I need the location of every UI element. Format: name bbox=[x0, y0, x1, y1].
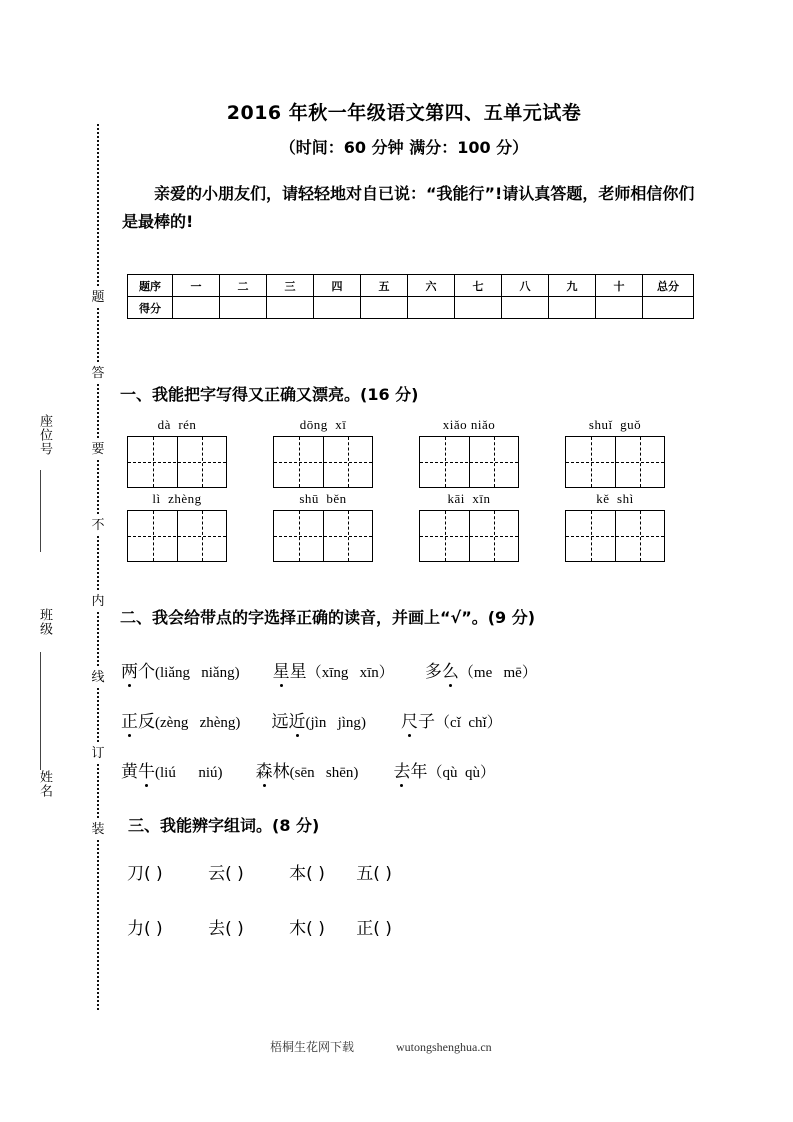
choice-option-2[interactable]: chǐ bbox=[468, 715, 487, 731]
choice-item-5[interactable] bbox=[272, 707, 366, 732]
writing-grid-row-2 bbox=[118, 490, 718, 570]
score-cell-total[interactable] bbox=[643, 297, 694, 319]
pinyin-label-3: xiǎo niǎo bbox=[442, 417, 496, 432]
writing-grid-item-4[interactable] bbox=[565, 416, 665, 488]
score-table-header-10: 十 bbox=[596, 275, 643, 297]
pinyin-label-2: dōng xī bbox=[299, 417, 347, 432]
score-table-row-label-1: 题序 bbox=[128, 275, 173, 297]
choice-option-1[interactable]: cǐ bbox=[450, 715, 461, 731]
binding-dotted-line bbox=[97, 124, 99, 1010]
tian-zi-grid-2[interactable] bbox=[273, 436, 373, 488]
tian-zi-grid-6[interactable] bbox=[273, 510, 373, 562]
binding-margin bbox=[0, 0, 118, 1122]
word-item-3[interactable]: 本( ) bbox=[289, 864, 325, 884]
pinyin-label-4: shuǐ guǒ bbox=[588, 417, 642, 432]
dotted-char: 星 bbox=[273, 657, 290, 682]
score-cell-1[interactable] bbox=[173, 297, 220, 319]
field-name-label: 姓名 bbox=[37, 770, 52, 798]
word-item-4[interactable]: 五( ) bbox=[356, 864, 392, 884]
field-name-line[interactable] bbox=[40, 712, 41, 770]
score-cell-5[interactable] bbox=[361, 297, 408, 319]
tian-zi-grid-5[interactable] bbox=[127, 510, 227, 562]
choice-item-1[interactable] bbox=[121, 657, 240, 682]
choice-paren-open: ( bbox=[155, 765, 160, 781]
score-cell-3[interactable] bbox=[267, 297, 314, 319]
score-cell-6[interactable] bbox=[408, 297, 455, 319]
choice-option-1[interactable]: me bbox=[473, 665, 493, 681]
choice-paren-open: （ bbox=[435, 715, 451, 731]
choice-word-prefix: 黄 bbox=[121, 762, 138, 782]
writing-grid-item-6[interactable] bbox=[273, 490, 373, 562]
choice-option-2[interactable]: niǎng bbox=[201, 665, 235, 681]
choice-paren-close: ) bbox=[217, 765, 223, 781]
grid-divider bbox=[177, 511, 178, 561]
pinyin-label-6: shū běn bbox=[299, 491, 347, 506]
word-item-7[interactable]: 木( ) bbox=[289, 919, 325, 939]
score-cell-2[interactable] bbox=[220, 297, 267, 319]
choice-paren-open: （ bbox=[427, 765, 443, 781]
field-class-label: 班级 bbox=[37, 608, 52, 636]
word-item-6[interactable]: 去( ) bbox=[208, 919, 244, 939]
pinyin-choice-row-1 bbox=[118, 657, 718, 687]
choice-option-1[interactable]: jìn bbox=[310, 715, 327, 731]
field-seat-number-label: 座位号 bbox=[37, 414, 52, 456]
choice-item-3[interactable] bbox=[425, 657, 537, 682]
score-cell-8[interactable] bbox=[502, 297, 549, 319]
score-table-header-9: 九 bbox=[549, 275, 596, 297]
choice-paren-close: ) bbox=[360, 715, 366, 731]
writing-grid-item-2[interactable] bbox=[273, 416, 373, 488]
tian-zi-grid-3[interactable] bbox=[419, 436, 519, 488]
choice-paren-open: ( bbox=[155, 665, 160, 681]
choice-item-7[interactable] bbox=[121, 757, 223, 782]
seam-char-5: 内 bbox=[88, 592, 108, 612]
choice-paren-open: ( bbox=[289, 765, 295, 781]
choice-option-1[interactable]: zèng bbox=[160, 715, 189, 731]
word-item-2[interactable]: 云( ) bbox=[208, 864, 244, 884]
footer-site-url: wutongshenghua.cn bbox=[396, 1040, 492, 1054]
choice-word-rest: 反 bbox=[138, 712, 155, 732]
choice-paren-close: ) bbox=[353, 765, 359, 781]
table-row-question-numbers bbox=[128, 275, 694, 297]
choice-option-1[interactable]: liǎng bbox=[160, 665, 190, 681]
choice-paren-close: ) bbox=[235, 715, 241, 731]
grid-divider bbox=[469, 437, 470, 487]
word-item-8[interactable]: 正( ) bbox=[356, 919, 392, 939]
dotted-char: 两 bbox=[121, 657, 138, 682]
page-title: 2016 年秋一年级语文第四、五单元试卷 bbox=[226, 102, 582, 124]
choice-paren-close: ） bbox=[378, 665, 394, 681]
dotted-char: 尺 bbox=[401, 707, 418, 732]
writing-grid-row-1 bbox=[118, 416, 718, 496]
choice-option-2[interactable]: xīn bbox=[359, 665, 379, 681]
choice-paren-close: ) bbox=[234, 665, 240, 681]
tian-zi-grid-4[interactable] bbox=[565, 436, 665, 488]
writing-grid-item-3[interactable] bbox=[419, 416, 519, 488]
dotted-char: 近 bbox=[289, 707, 306, 732]
pinyin-choice-row-3 bbox=[118, 757, 718, 787]
writing-grid-item-7[interactable] bbox=[419, 490, 519, 562]
word-build-row-1 bbox=[118, 859, 718, 889]
exam-page bbox=[118, 0, 718, 1122]
dotted-char: 牛 bbox=[138, 757, 155, 782]
choice-word-rest: 年 bbox=[410, 762, 428, 782]
dotted-char: 么 bbox=[442, 657, 459, 682]
choice-item-9[interactable] bbox=[393, 757, 495, 782]
grid-divider bbox=[615, 511, 616, 561]
choice-option-2[interactable]: shēn bbox=[325, 765, 354, 781]
choice-item-2[interactable] bbox=[273, 657, 394, 682]
choice-option-2[interactable]: niú bbox=[198, 765, 218, 781]
choice-paren-close: ） bbox=[479, 765, 495, 781]
choice-paren-open: （ bbox=[306, 665, 322, 681]
choice-item-4[interactable] bbox=[121, 707, 240, 732]
choice-paren-close: ） bbox=[521, 665, 537, 681]
choice-word-rest: 子 bbox=[418, 712, 436, 732]
writing-grid-item-1[interactable] bbox=[127, 416, 227, 488]
choice-option-1[interactable]: sēn bbox=[294, 765, 315, 781]
section-1-heading: 一、我能把字写得又正确又漂亮。(16 分) bbox=[120, 385, 419, 404]
choice-item-8[interactable] bbox=[256, 757, 359, 782]
score-table-header-total: 总分 bbox=[643, 275, 694, 297]
choice-paren-open: ( bbox=[155, 715, 160, 731]
exam-subtitle: （时间：60 分钟 满分：100 分） bbox=[279, 138, 529, 157]
score-table-header-7: 七 bbox=[455, 275, 502, 297]
table-row-scores bbox=[128, 297, 694, 319]
dotted-char: 森 bbox=[256, 757, 273, 782]
score-cell-9[interactable] bbox=[549, 297, 596, 319]
score-table-row-label-2: 得分 bbox=[128, 297, 173, 319]
seam-char-1: 题 bbox=[88, 288, 108, 308]
score-table-header-4: 四 bbox=[314, 275, 361, 297]
choice-word-rest: 星 bbox=[289, 662, 307, 682]
seam-char-4: 不 bbox=[88, 516, 108, 536]
tian-zi-grid-1[interactable] bbox=[127, 436, 227, 488]
seam-char-2: 答 bbox=[88, 364, 108, 384]
writing-grid-item-8[interactable] bbox=[565, 490, 665, 562]
choice-option-2[interactable]: mē bbox=[503, 665, 522, 681]
choice-option-1[interactable]: qù bbox=[442, 765, 458, 781]
choice-word-prefix: 多 bbox=[424, 662, 442, 682]
choice-paren-open: （ bbox=[458, 665, 474, 681]
choice-paren-close: ） bbox=[486, 715, 502, 731]
score-cell-10[interactable] bbox=[596, 297, 643, 319]
score-table-header-3: 三 bbox=[267, 275, 314, 297]
pinyin-label-5: lì zhèng bbox=[152, 491, 202, 506]
score-cell-7[interactable] bbox=[455, 297, 502, 319]
pinyin-label-8: kě shì bbox=[596, 491, 634, 506]
intro-paragraph: 亲爱的小朋友们，请轻轻地对自已说：“我能行”!请认真答题，老师相信你们是最棒的! bbox=[122, 184, 695, 231]
grid-divider bbox=[323, 437, 324, 487]
dotted-char: 正 bbox=[121, 707, 138, 732]
choice-item-6[interactable] bbox=[401, 707, 502, 732]
grid-divider bbox=[469, 511, 470, 561]
word-item-1[interactable]: 刀( ) bbox=[127, 864, 163, 884]
grid-divider bbox=[323, 511, 324, 561]
footer-site-name: 梧桐生花网下载 bbox=[270, 1040, 355, 1054]
score-table-header-1: 一 bbox=[173, 275, 220, 297]
dotted-char: 去 bbox=[393, 757, 410, 782]
score-table-header-2: 二 bbox=[220, 275, 267, 297]
choice-option-2[interactable]: jìng bbox=[337, 715, 361, 731]
pinyin-label-1: dà rén bbox=[157, 417, 197, 432]
grid-divider bbox=[615, 437, 616, 487]
seam-char-3: 要 bbox=[88, 440, 108, 460]
choice-option-2[interactable]: zhèng bbox=[199, 715, 236, 731]
section-3-heading: 三、我能辨字组词。(8 分) bbox=[128, 816, 320, 835]
choice-word-rest: 林 bbox=[272, 762, 290, 782]
footer bbox=[118, 1038, 718, 1055]
choice-word-rest: 个 bbox=[138, 662, 155, 682]
choice-word-prefix: 远 bbox=[271, 712, 289, 732]
seam-char-7: 订 bbox=[88, 744, 108, 764]
score-cell-4[interactable] bbox=[314, 297, 361, 319]
score-table-header-8: 八 bbox=[502, 275, 549, 297]
tian-zi-grid-8[interactable] bbox=[565, 510, 665, 562]
pinyin-choice-row-2 bbox=[118, 707, 718, 737]
pinyin-label-7: kāi xīn bbox=[447, 491, 491, 506]
tian-zi-grid-7[interactable] bbox=[419, 510, 519, 562]
seam-char-8: 装 bbox=[88, 820, 108, 840]
score-table bbox=[127, 274, 694, 319]
choice-option-2[interactable]: qù bbox=[464, 765, 480, 781]
score-table-header-5: 五 bbox=[361, 275, 408, 297]
choice-option-1[interactable]: liú bbox=[160, 765, 176, 781]
choice-option-1[interactable]: xīng bbox=[321, 665, 349, 681]
choice-paren-open: ( bbox=[305, 715, 311, 731]
score-table-header-6: 六 bbox=[408, 275, 455, 297]
grid-divider bbox=[177, 437, 178, 487]
word-build-row-2 bbox=[118, 914, 718, 944]
seam-char-6: 线 bbox=[88, 668, 108, 688]
word-item-5[interactable]: 力( ) bbox=[127, 919, 163, 939]
field-seat-number-line[interactable] bbox=[40, 470, 41, 552]
section-2-heading: 二、我会给带点的字选择正确的读音，并画上“√”。(9 分) bbox=[120, 608, 536, 627]
writing-grid-item-5[interactable] bbox=[127, 490, 227, 562]
